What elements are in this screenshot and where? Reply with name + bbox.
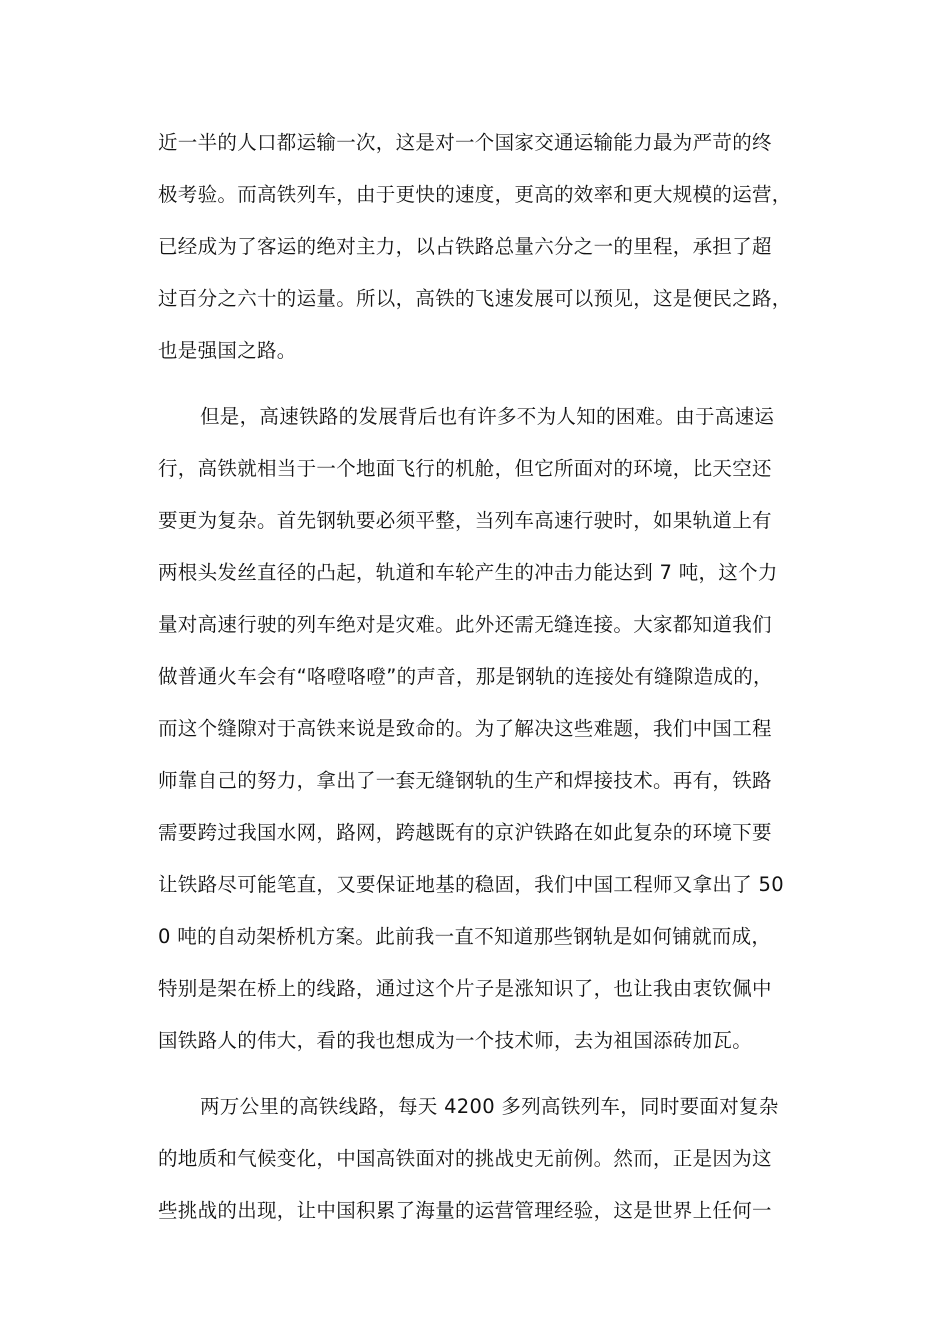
text-line: 要更为复杂。首先钢轨要必须平整，当列车高速行驶时，如果轨道上有 <box>158 509 772 532</box>
text-line: 些挑战的出现，让中国积累了海量的运营管理经验，这是世界上任何一 <box>158 1199 772 1222</box>
text-line: 也是强国之路。 <box>158 339 297 362</box>
text-line: 国铁路人的伟大，看的我也想成为一个技术师，去为祖国添砖加瓦。 <box>158 1029 753 1052</box>
text-line: 量对高速行驶的列车绝对是灾难。此外还需无缝连接。大家都知道我们 <box>158 613 772 636</box>
text-line: 但是，高速铁路的发展背后也有许多不为人知的困难。由于高速运 <box>200 405 775 428</box>
text-line: 而这个缝隙对于高铁来说是致命的。为了解决这些难题，我们中国工程 <box>158 717 772 740</box>
text-line: 需要跨过我国水网，路网，跨越既有的京沪铁路在如此复杂的环境下要 <box>158 821 772 844</box>
text-line: 特别是架在桥上的线路，通过这个片子是涨知识了，也让我由衷钦佩中 <box>158 977 772 1000</box>
text-line: 两万公里的高铁线路，每天 4200 多列高铁列车，同时要面对复杂 <box>200 1095 779 1118</box>
text-line: 已经成为了客运的绝对主力，以占铁路总量六分之一的里程，承担了超 <box>158 235 772 258</box>
text-line: 做普通火车会有“咯噔咯噔”的声音，那是钢轨的连接处有缝隙造成的， <box>158 665 773 688</box>
text-line: 让铁路尽可能笔直，又要保证地基的稳固，我们中国工程师又拿出了 50 <box>158 873 784 896</box>
text-line: 两根头发丝直径的凸起，轨道和车轮产生的冲击力能达到 7 吨，这个力 <box>158 561 778 584</box>
text-line: 师靠自己的努力，拿出了一套无缝钢轨的生产和焊接技术。再有，铁路 <box>158 769 772 792</box>
text-line: 行，高铁就相当于一个地面飞行的机舱，但它所面对的环境，比天空还 <box>158 457 772 480</box>
text-line: 的地质和气候变化，中国高铁面对的挑战史无前例。然而，正是因为这 <box>158 1147 772 1170</box>
text-line: 0 吨的自动架桥机方案。此前我一直不知道那些钢轨是如何铺就而成， <box>158 925 772 948</box>
text-line: 极考验。而高铁列车，由于更快的速度，更高的效率和更大规模的运营， <box>158 183 792 206</box>
text-line: 近一半的人口都运输一次，这是对一个国家交通运输能力最为严苛的终 <box>158 131 772 154</box>
text-line: 过百分之六十的运量。所以，高铁的飞速发展可以预见，这是便民之路， <box>158 287 792 310</box>
